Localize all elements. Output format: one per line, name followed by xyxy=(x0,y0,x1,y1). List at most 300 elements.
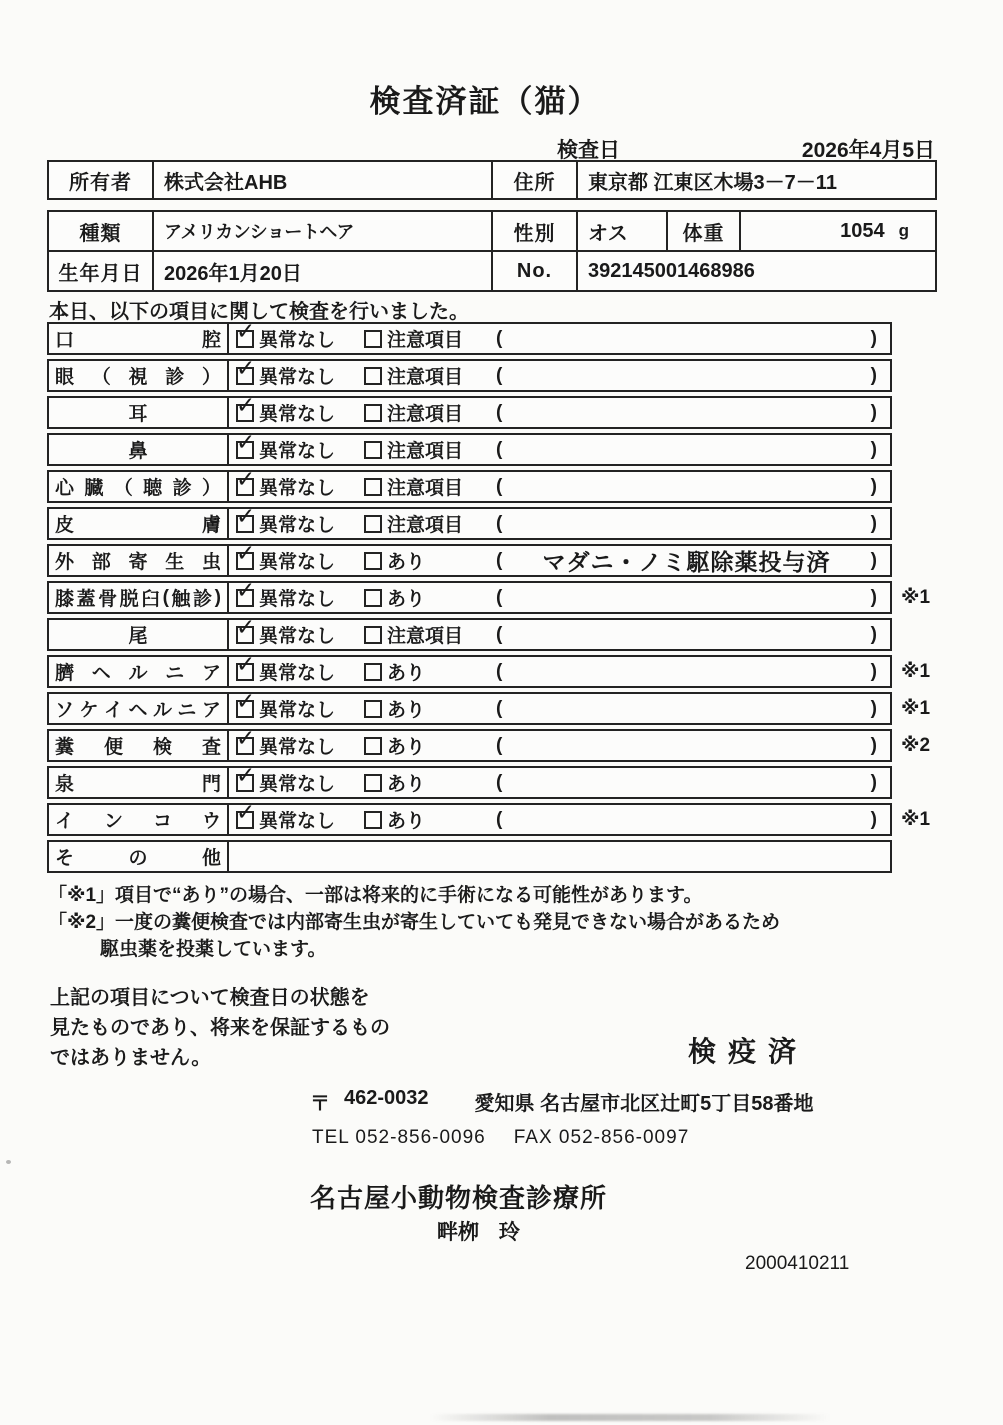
row-footnote-mark xyxy=(892,359,949,392)
checklist-row-box xyxy=(47,428,892,466)
label-char: ヘ xyxy=(91,663,111,684)
checklist-row-box xyxy=(47,576,892,614)
ok-option-label: 異常なし xyxy=(259,626,336,647)
checkbox-unchecked-icon xyxy=(364,737,382,755)
paren-open: ( xyxy=(496,364,503,386)
number-label: No. xyxy=(491,252,576,290)
paren-content: マダニ・ノミ駆除薬投与済 xyxy=(542,549,831,575)
paren-open: ( xyxy=(496,660,503,682)
breed-value: アメリカンショートヘア xyxy=(152,212,491,250)
row-footnote-mark xyxy=(892,840,949,873)
alt-option-label: 注意項目 xyxy=(387,626,464,647)
label-char: 臍 xyxy=(55,663,75,684)
label-char: 触 xyxy=(171,589,191,610)
alt-option-group xyxy=(364,473,496,500)
checkbox-checked-icon xyxy=(236,687,256,718)
checklist-row-content xyxy=(229,687,890,723)
paren-close: ) xyxy=(870,401,877,423)
checklist-row-content xyxy=(229,317,890,353)
alt-option-group xyxy=(364,584,496,611)
number-value: 392145001468986 xyxy=(576,252,935,290)
row-footnote-mark: ※1 xyxy=(901,661,931,682)
owner-label: 所有者 xyxy=(69,171,132,194)
row-footnote-mark xyxy=(892,322,949,355)
ok-option-label: 異常なし xyxy=(259,774,336,795)
checkbox-unchecked-icon xyxy=(364,478,382,496)
alt-option-label: 注意項目 xyxy=(387,478,464,499)
label-char: 外 xyxy=(55,552,75,573)
checklist-row xyxy=(47,613,977,651)
owner-table xyxy=(47,160,937,200)
label-char: ン xyxy=(103,811,123,832)
alt-option-label: あり xyxy=(387,589,426,610)
check-mark-icon: ✓ xyxy=(236,613,256,640)
label-char: 聴 xyxy=(143,478,163,499)
inspection-date-value: 2026年4月5日 xyxy=(801,139,935,162)
ok-option-label: 異常なし xyxy=(259,441,336,462)
scan-artifact-smudge xyxy=(430,1414,830,1421)
paren-close: ) xyxy=(870,438,877,460)
checklist-row-content xyxy=(229,842,890,871)
checklist-row-label xyxy=(49,435,229,464)
check-mark-icon: ✓ xyxy=(236,465,256,492)
alt-option-label: 注意項目 xyxy=(387,404,464,425)
checklist-row-label xyxy=(49,509,229,538)
label-char: ） xyxy=(201,478,221,499)
checklist-row-label xyxy=(49,472,229,501)
label-char: イ xyxy=(55,811,75,832)
check-mark-icon: ✓ xyxy=(236,724,256,751)
check-mark-icon: ✓ xyxy=(236,687,256,714)
ok-option-group xyxy=(236,539,364,574)
label-char: ウ xyxy=(201,811,221,832)
alt-option-label: 注意項目 xyxy=(387,367,464,388)
label-char: 虫 xyxy=(201,552,221,573)
label-char: 膚 xyxy=(201,515,221,536)
disclaimer-line-3: ではありません。 xyxy=(50,1047,212,1069)
ok-option-label: 異常なし xyxy=(259,515,336,536)
paren-close: ) xyxy=(870,771,877,793)
label-char: 生 xyxy=(165,552,185,573)
label-char: 尾 xyxy=(128,626,148,647)
checkbox-unchecked-icon xyxy=(364,515,382,533)
alt-option-group xyxy=(364,658,496,685)
checkbox-unchecked-icon xyxy=(364,811,382,829)
check-mark-icon: ✓ xyxy=(236,317,256,344)
checklist-row-content xyxy=(229,428,890,464)
footnote-1: 「※1」項目で“あり”の場合、一部は将来的に手術になる可能性があります。 xyxy=(48,885,703,906)
birthdate-label: 生年月日 xyxy=(58,262,143,285)
checklist-rows xyxy=(47,317,977,877)
ok-option-group xyxy=(236,465,364,500)
check-mark-icon: ✓ xyxy=(236,576,256,603)
checklist-row-box xyxy=(47,391,892,429)
alt-option-group xyxy=(364,436,496,463)
label-char: 寄 xyxy=(128,552,148,573)
label-char: 便 xyxy=(103,737,123,758)
checkbox-unchecked-icon xyxy=(364,330,382,348)
checklist-row-label xyxy=(49,694,229,723)
checkbox-checked-icon xyxy=(236,391,256,422)
sex-label: 性別 xyxy=(491,212,576,250)
label-char: ケ xyxy=(79,700,99,721)
label-char: そ xyxy=(55,848,75,869)
label-char: 心 xyxy=(55,478,75,499)
checklist-row-label xyxy=(49,620,229,649)
label-char: ） xyxy=(201,367,221,388)
ok-option-group xyxy=(236,687,364,722)
label-char: 蓋 xyxy=(76,589,96,610)
label-char: 腔 xyxy=(201,330,221,351)
label-char: ( xyxy=(162,586,169,608)
animal-table-row-birth xyxy=(47,250,937,292)
row-footnote-mark: ※1 xyxy=(901,698,931,719)
checkbox-unchecked-icon xyxy=(364,700,382,718)
label-char: 部 xyxy=(91,552,111,573)
label-char: コ xyxy=(152,811,172,832)
alt-option-label: あり xyxy=(387,737,426,758)
ok-option-label: 異常なし xyxy=(259,663,336,684)
alt-option-group xyxy=(364,510,496,537)
paren-open: ( xyxy=(496,475,503,497)
ok-option-group xyxy=(236,613,364,648)
label-char: 膝 xyxy=(55,589,75,610)
document-code: 2000410211 xyxy=(745,1253,850,1274)
owner-value: 株式会社AHB xyxy=(152,162,491,198)
checkbox-checked-icon xyxy=(236,428,256,459)
paren-close: ) xyxy=(870,697,877,719)
checkbox-unchecked-icon xyxy=(364,663,382,681)
label-char: 臓 xyxy=(84,478,104,499)
checklist-row-box xyxy=(47,840,892,873)
check-mark-icon: ✓ xyxy=(236,650,256,677)
checklist-row-box xyxy=(47,650,892,688)
checklist-row-box xyxy=(47,502,892,540)
alt-option-label: 注意項目 xyxy=(387,441,464,462)
label-char: 眼 xyxy=(55,367,75,388)
label-char: （ xyxy=(113,478,133,499)
clinic-address: 愛知県 名古屋市北区辻町5丁目58番地 xyxy=(474,1093,814,1115)
checklist-row-box xyxy=(47,687,892,725)
label-char: 耳 xyxy=(128,404,148,425)
checklist-row-label xyxy=(49,731,229,760)
checklist-row-box xyxy=(47,798,892,836)
weight-value-cell xyxy=(739,212,935,250)
checklist-row xyxy=(47,840,977,873)
paren-close: ) xyxy=(870,475,877,497)
row-footnote-mark xyxy=(892,544,949,577)
check-mark-icon: ✓ xyxy=(236,428,256,455)
label-char: 皮 xyxy=(55,515,75,536)
checkbox-unchecked-icon xyxy=(364,626,382,644)
label-char: 診 xyxy=(193,589,213,610)
row-footnote-mark: ※1 xyxy=(901,587,931,608)
check-mark-icon: ✓ xyxy=(236,539,256,566)
paren-close: ) xyxy=(870,364,877,386)
disclaimer-line-2: 見たものであり、将来を保証するもの xyxy=(50,1017,390,1039)
clinic-tel: TEL 052-856-0096 xyxy=(312,1127,486,1148)
check-mark-icon: ✓ xyxy=(236,761,256,788)
alt-option-group xyxy=(364,362,496,389)
ok-option-group xyxy=(236,428,364,463)
checklist-row-box xyxy=(47,761,892,799)
label-char: 視 xyxy=(128,367,148,388)
checklist-row-content xyxy=(229,613,890,649)
label-char: （ xyxy=(91,367,111,388)
footnote-2: 「※2」一度の糞便検査では内部寄生虫が寄生していても発見できない場合があるため xyxy=(48,912,781,933)
paren-open: ( xyxy=(496,734,503,756)
checklist-row-box xyxy=(47,317,892,355)
paren-close: ) xyxy=(870,660,877,682)
paren-close: ) xyxy=(870,549,877,571)
checkbox-unchecked-icon xyxy=(364,441,382,459)
label-char: 検 xyxy=(152,737,172,758)
row-footnote-mark xyxy=(892,507,949,540)
footnotes xyxy=(48,882,780,963)
clinic-telfax-line xyxy=(312,1127,689,1149)
checklist-row xyxy=(47,724,977,762)
label-char: 脱 xyxy=(119,589,139,610)
label-char: 口 xyxy=(55,330,75,351)
alt-option-label: あり xyxy=(387,552,426,573)
alt-option-label: あり xyxy=(387,700,426,721)
footnote-2-continued: 駆虫薬を投薬しています。 xyxy=(100,939,327,960)
ok-option-label: 異常なし xyxy=(259,552,336,573)
breed-label: 種類 xyxy=(79,222,122,245)
ok-option-group xyxy=(236,650,364,685)
checklist-row xyxy=(47,687,977,725)
ok-option-label: 異常なし xyxy=(259,478,336,499)
checkbox-checked-icon xyxy=(236,576,256,607)
paren-open: ( xyxy=(496,327,503,349)
checklist-row-label xyxy=(49,583,229,612)
checklist-row-content xyxy=(229,650,890,686)
ok-option-group xyxy=(236,391,364,426)
alt-option-label: あり xyxy=(387,774,426,795)
row-footnote-mark: ※1 xyxy=(901,809,931,830)
checklist-row xyxy=(47,428,977,466)
label-char: ) xyxy=(214,586,221,608)
row-footnote-mark xyxy=(892,766,949,799)
paren-close: ) xyxy=(870,327,877,349)
checklist-row-content xyxy=(229,391,890,427)
checklist-row-box xyxy=(47,724,892,762)
label-char: 糞 xyxy=(55,737,75,758)
row-footnote-mark xyxy=(892,433,949,466)
page-title: 検査済証（猫） xyxy=(369,84,601,119)
checklist-row xyxy=(47,539,977,577)
paren-open: ( xyxy=(496,771,503,793)
veterinarian-name: 畔栁 玲 xyxy=(437,1221,520,1244)
paren-open: ( xyxy=(496,401,503,423)
ok-option-label: 異常なし xyxy=(259,811,336,832)
sex-value: オス xyxy=(576,212,666,250)
checklist-row xyxy=(47,502,977,540)
alt-option-group xyxy=(364,621,496,648)
checklist-row-box xyxy=(47,539,892,577)
checklist-row-content xyxy=(229,465,890,501)
checklist-row-content xyxy=(229,798,890,834)
label-char: ア xyxy=(201,700,221,721)
label-char: 門 xyxy=(201,774,221,795)
ok-option-group xyxy=(236,502,364,537)
clinic-fax: FAX 052-856-0097 xyxy=(513,1127,690,1148)
alt-option-label: あり xyxy=(387,811,426,832)
ok-option-label: 異常なし xyxy=(259,330,336,351)
paren-open: ( xyxy=(496,623,503,645)
weight-value: 1054 xyxy=(840,219,885,242)
paren-open: ( xyxy=(496,808,503,830)
alt-option-group xyxy=(364,769,496,796)
paren-close: ) xyxy=(870,734,877,756)
ok-option-label: 異常なし xyxy=(259,737,336,758)
inspection-date-label: 検査日 xyxy=(557,139,620,162)
ok-option-group xyxy=(236,317,364,352)
checkbox-checked-icon xyxy=(236,465,256,496)
checklist-row-box xyxy=(47,465,892,503)
checklist-intro: 本日、以下の項目に関して検査を行いました。 xyxy=(49,301,469,323)
paren-close: ) xyxy=(870,586,877,608)
checklist-row-content xyxy=(229,724,890,760)
checklist-row-content xyxy=(229,761,890,797)
checkbox-checked-icon xyxy=(236,650,256,681)
postal-code: 462-0032 xyxy=(344,1087,429,1109)
checklist-row-box xyxy=(47,354,892,392)
quarantine-stamp: 検疫済 xyxy=(688,1036,809,1067)
label-char: 臼 xyxy=(141,589,161,610)
weight-label: 体重 xyxy=(666,212,739,250)
checklist-row-content xyxy=(229,502,890,538)
label-char: 泉 xyxy=(55,774,75,795)
clinic-name: 名古屋小動物検査診療所 xyxy=(310,1183,608,1213)
alt-option-label: 注意項目 xyxy=(387,330,464,351)
checklist-row-label xyxy=(49,361,229,390)
checkbox-checked-icon xyxy=(236,354,256,385)
checkbox-checked-icon xyxy=(236,798,256,829)
checklist-row-label xyxy=(49,324,229,353)
alt-option-group xyxy=(364,547,496,574)
checkbox-checked-icon xyxy=(236,317,256,348)
paren-close: ) xyxy=(870,623,877,645)
row-footnote-mark xyxy=(892,618,949,651)
row-footnote-mark xyxy=(892,470,949,503)
checklist-row-label xyxy=(49,768,229,797)
ok-option-group xyxy=(236,354,364,389)
checklist-row-label xyxy=(49,805,229,834)
checklist-row-label xyxy=(49,398,229,427)
checklist-row-box xyxy=(47,613,892,651)
birthdate-value: 2026年1月20日 xyxy=(152,252,491,290)
paren-close: ) xyxy=(870,808,877,830)
address-value: 東京都 江東区木場3－7－11 xyxy=(576,162,935,198)
label-char: の xyxy=(128,848,148,869)
label-char: ニ xyxy=(165,663,185,684)
checkbox-unchecked-icon xyxy=(364,552,382,570)
label-char: 診 xyxy=(165,367,185,388)
checklist-row-content xyxy=(229,354,890,390)
label-char: ル xyxy=(152,700,172,721)
checkbox-unchecked-icon xyxy=(364,367,382,385)
alt-option-group xyxy=(364,399,496,426)
check-mark-icon: ✓ xyxy=(236,391,256,418)
checkbox-checked-icon xyxy=(236,724,256,755)
label-char: 査 xyxy=(201,737,221,758)
alt-option-group xyxy=(364,732,496,759)
checklist-row xyxy=(47,317,977,355)
checkbox-unchecked-icon xyxy=(364,589,382,607)
weight-unit: g xyxy=(898,221,909,240)
checklist-row-label xyxy=(49,842,229,871)
checklist-row-content xyxy=(229,539,890,575)
paren-open: ( xyxy=(496,697,503,719)
checkbox-checked-icon xyxy=(236,539,256,570)
alt-option-group xyxy=(364,806,496,833)
checklist-row xyxy=(47,465,977,503)
ok-option-group xyxy=(236,798,364,833)
paren-open: ( xyxy=(496,586,503,608)
checkbox-unchecked-icon xyxy=(364,774,382,792)
checklist-row xyxy=(47,576,977,614)
label-char: イ xyxy=(103,700,123,721)
animal-table-row-breed xyxy=(47,210,937,252)
checkbox-checked-icon xyxy=(236,502,256,533)
ok-option-label: 異常なし xyxy=(259,404,336,425)
paren-close: ) xyxy=(870,512,877,534)
postal-mark-icon: 〒 xyxy=(310,1093,330,1115)
label-char: ル xyxy=(128,663,148,684)
checklist-row xyxy=(47,391,977,429)
checklist-row xyxy=(47,798,977,836)
ok-option-group xyxy=(236,724,364,759)
disclaimer-line-1: 上記の項目について検査日の状態を xyxy=(50,987,370,1009)
ok-option-group xyxy=(236,576,364,611)
address-label: 住所 xyxy=(491,162,576,198)
label-char: ソ xyxy=(55,700,75,721)
alt-option-group xyxy=(364,325,496,352)
label-char: 鼻 xyxy=(128,441,148,462)
checklist-row xyxy=(47,761,977,799)
check-mark-icon: ✓ xyxy=(236,798,256,825)
label-char: 診 xyxy=(172,478,192,499)
checklist-row-label xyxy=(49,657,229,686)
label-char: 他 xyxy=(201,848,221,869)
paren-open: ( xyxy=(496,438,503,460)
checklist-row xyxy=(47,354,977,392)
ok-option-label: 異常なし xyxy=(259,700,336,721)
row-footnote-mark xyxy=(892,396,949,429)
checklist-row-label xyxy=(49,546,229,575)
label-char: ア xyxy=(201,663,221,684)
alt-option-label: 注意項目 xyxy=(387,515,464,536)
label-char: 骨 xyxy=(98,589,118,610)
paren-open: ( xyxy=(496,549,503,571)
checklist-row-content xyxy=(229,576,890,612)
checkbox-unchecked-icon xyxy=(364,404,382,422)
checkbox-checked-icon xyxy=(236,613,256,644)
clinic-postal-line xyxy=(310,1087,813,1116)
label-char: ニ xyxy=(177,700,197,721)
disclaimer xyxy=(50,983,390,1073)
alt-option-group xyxy=(364,695,496,722)
check-mark-icon: ✓ xyxy=(236,502,256,529)
ok-option-label: 異常なし xyxy=(259,367,336,388)
paren-open: ( xyxy=(496,512,503,534)
check-mark-icon: ✓ xyxy=(236,354,256,381)
checkbox-checked-icon xyxy=(236,761,256,792)
ok-option-group xyxy=(236,761,364,796)
scan-artifact-dot xyxy=(6,1160,11,1164)
row-footnote-mark: ※2 xyxy=(901,735,931,756)
